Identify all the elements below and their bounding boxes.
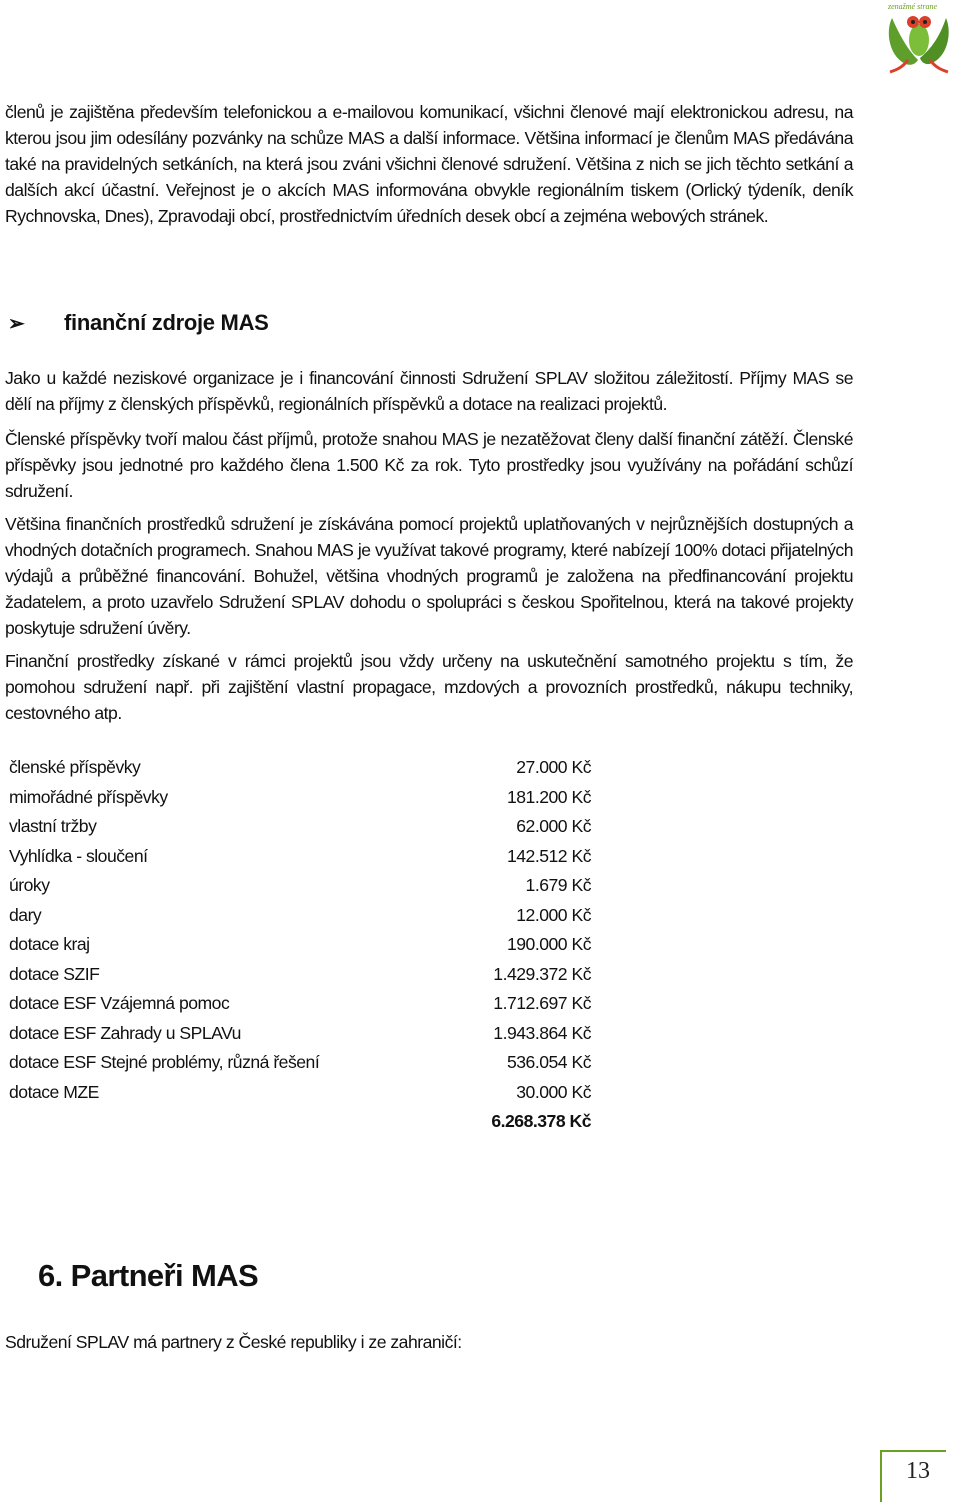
- paragraph-project-funds: Finanční prostředky získané v rámci projektů jsou vždy určeny na uskutečnění samotného projektu s tím, že pomohou sdružení např. při zajištění vlastní propagace, mzdových a provozních prostředků, nákupu techniky, cestovného atp.: [5, 651, 853, 723]
- row-amount: 1.679 Kč: [525, 875, 591, 896]
- row-label: vlastní tržby: [9, 816, 97, 837]
- row-label: Vyhlídka - sloučení: [9, 845, 148, 866]
- row-amount: 142.512 Kč: [506, 845, 591, 866]
- row-label: dotace ESF Vzájemná pomoc: [9, 993, 230, 1014]
- heading-text: finanční zdroje MAS: [64, 310, 269, 335]
- row-amount: 181.200 Kč: [506, 786, 591, 807]
- table-row: [5, 783, 591, 813]
- row-amount: 30.000 Kč: [516, 1081, 591, 1102]
- partners-paragraph: Sdružení SPLAV má partnery z České republiky i ze zahraničí:: [5, 1332, 462, 1352]
- finance-table: [5, 753, 591, 1137]
- row-amount: 12.000 Kč: [516, 904, 591, 925]
- logo-text: zenažmé strane: [888, 2, 938, 11]
- table-row: [5, 1048, 591, 1078]
- section-heading-financial-sources: [8, 310, 269, 336]
- page-number: 13: [906, 1458, 930, 1484]
- table-row: [5, 1078, 591, 1108]
- row-label: úroky: [9, 875, 50, 896]
- row-amount: 62.000 Kč: [516, 816, 591, 837]
- paragraph-membership-fees: Členské příspěvky tvoří malou část příjmů, protože snahou MAS je nezatěžovat členy další finanční zátěží. Členské příspěvky jsou jednotné pro každého člena 1.500 Kč za rok. Tyto prostředky jsou využívány na pořádání schůzí sdružení.: [5, 429, 853, 501]
- row-amount: 1.712.697 Kč: [493, 993, 591, 1014]
- paragraph-projects: Většina finančních prostředků sdružení je získávána pomocí projektů uplatňovaných v nejrůznějších dostupných a vhodných dotačních programech. Snahou MAS je využívat takové programy, které nabízejí 100% dotaci přijatelných výdajů a průběžné financování. Bohužel, většina vhodných programů je založena na předfinancování projektu žadatelem, a proto uzavřelo Sdružení SPLAV dohodu o spolupráci s českou Spořitelnou, která na takové projekty poskytuje sdružení úvěry.: [5, 514, 853, 638]
- row-amount: 1.943.864 Kč: [493, 1022, 591, 1043]
- table-row: [5, 842, 591, 872]
- row-label: dotace ESF Stejné problémy, různá řešení: [9, 1052, 320, 1073]
- row-amount: 536.054 Kč: [506, 1052, 591, 1073]
- row-label: dotace ESF Zahrady u SPLAVu: [9, 1022, 241, 1043]
- row-label: dotace SZIF: [9, 963, 100, 984]
- table-row: [5, 812, 591, 842]
- row-label: dary: [9, 904, 42, 925]
- frog-logo-icon: [878, 0, 960, 76]
- table-row: [5, 960, 591, 990]
- intro-paragraph: členů je zajištěna především telefonickou a e-mailovou komunikací, všichni členové mají elektronickou adresu, na kterou jsou jim odesílány pozvánky na schůze MAS a další informace. Většina informací je členům MAS předávána také na pravidelných setkáních, na která jsou zváni všichni členové sdružení. Většina z nich se jich těchto setkání a dalších akcí účastní. Veřejnost je o akcích MAS informována obvykle regionálním tiskem (Orlický týdeník, deník Rychnovska, Dnes), Zpravodaji obcí, prostřednictvím úředních desek obcí a zejména webových stránek.: [5, 102, 853, 226]
- row-amount: 1.429.372 Kč: [493, 963, 591, 984]
- row-amount: 190.000 Kč: [506, 934, 591, 955]
- row-label: členské příspěvky: [9, 757, 141, 778]
- total-amount: 6.268.378 Kč: [491, 1111, 591, 1132]
- table-row: [5, 930, 591, 960]
- table-row: [5, 871, 591, 901]
- row-label: dotace MZE: [9, 1081, 99, 1102]
- row-label: mimořádné příspěvky: [9, 786, 168, 807]
- total-label-empty: [5, 1107, 429, 1137]
- table-total-row: [5, 1107, 591, 1137]
- row-amount: 27.000 Kč: [516, 757, 591, 778]
- table-row: [5, 901, 591, 931]
- paragraph-financing: Jako u každé neziskové organizace je i financování činnosti Sdružení SPLAV složitou záležitostí. Příjmy MAS se dělí na příjmy z členských příspěvků, regionálních příspěvků a dotace na realizaci projektů.: [5, 368, 853, 414]
- section-title-partners: 6. Partneři MAS: [38, 1258, 259, 1293]
- row-label: dotace kraj: [9, 934, 90, 955]
- table-row: [5, 989, 591, 1019]
- table-row: [5, 753, 591, 783]
- table-row: [5, 1019, 591, 1049]
- arrow-bullet-icon: ➢: [8, 313, 25, 335]
- frog-logo: [878, 0, 960, 76]
